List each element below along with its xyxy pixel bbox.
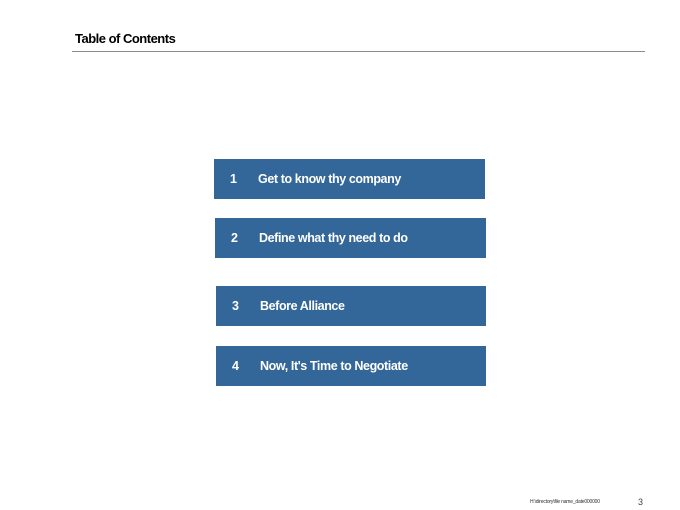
toc-item-number: 3 xyxy=(232,299,239,313)
toc-item-label: Define what thy need to do xyxy=(259,231,408,245)
toc-item-number: 2 xyxy=(231,231,238,245)
toc-item-3[interactable] xyxy=(216,286,486,326)
toc-item-label: Get to know thy company xyxy=(258,172,401,186)
title-divider xyxy=(72,51,645,52)
toc-item-2[interactable] xyxy=(215,218,486,258)
toc-item-number: 4 xyxy=(232,359,239,373)
page-title: Table of Contents xyxy=(75,31,176,46)
footer-file-path: H:\directory\file name_date000000 xyxy=(530,499,600,505)
toc-item-label: Before Alliance xyxy=(260,299,345,313)
toc-item-label: Now, It's Time to Negotiate xyxy=(260,359,408,373)
toc-item-4[interactable] xyxy=(216,346,486,386)
toc-item-1[interactable] xyxy=(214,159,485,199)
toc-item-number: 1 xyxy=(230,172,237,186)
page-number: 3 xyxy=(638,497,644,507)
